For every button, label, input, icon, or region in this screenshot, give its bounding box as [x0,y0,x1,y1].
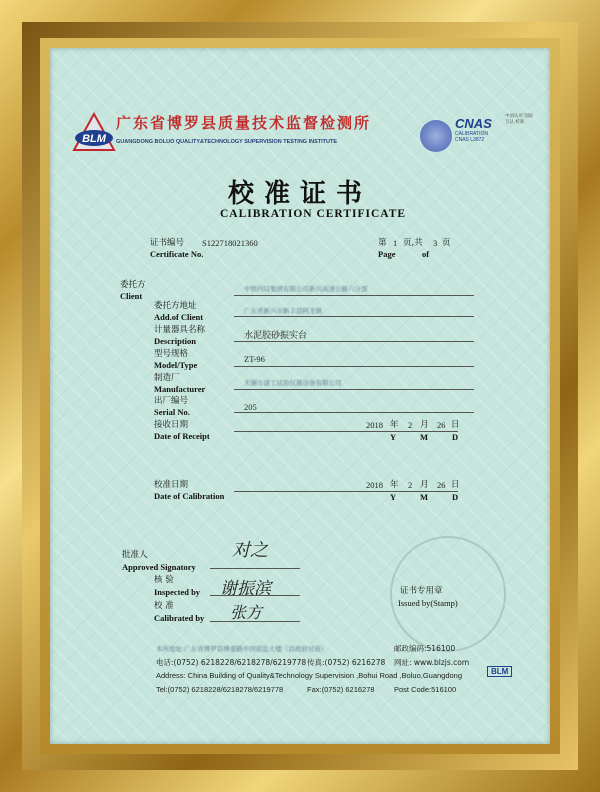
calibration-month: 2 [408,480,413,490]
approved-underline [210,568,300,569]
description-underline [234,341,474,342]
calibration-day-zh: 日 [451,480,460,490]
client-value: 中铁四局集团有限公司新兴高速公路六分部 [244,285,368,293]
inspected-signature: 谢振滨 [220,579,271,599]
receipt-day: 26 [437,420,446,430]
footer-tel-en: Tel:(0752) 6218228/6218278/6219778 [156,685,284,694]
calibration-label-zh: 校准日期 [154,480,189,490]
description-label-zh: 计量器具名称 [154,325,206,335]
cnas-no: CNAS L3872 [455,137,485,143]
calibration-m-en: M [420,492,429,502]
serial-value: 205 [244,402,257,412]
calibrated-label-zh: 校 准 [154,601,174,611]
calibrated-label-en: Calibrated by [154,613,205,623]
description-label-en: Description [154,336,197,346]
model-value: ZT-96 [244,354,265,364]
inspected-label-en: Inspected by [154,587,201,597]
footer-address-zh: 本所地址:广东省博罗县博嘉路中国质监大楼（县政府对面） [156,645,328,653]
calibration-label-en: Date of Calibration [154,491,225,501]
cnas-zh: 中国认可 国际互认 校准 [505,114,534,125]
calibration-year: 2018 [366,480,383,490]
calibration-year-zh: 年 [390,480,399,490]
manufacturer-label-zh: 制造厂 [154,373,180,383]
receipt-m-en: M [420,432,429,442]
certificate-title-en: CALIBRATION CERTIFICATE [220,208,407,220]
calibration-d-en: D [452,492,459,502]
approved-label-zh: 批准人 [122,550,148,560]
client-underline [234,295,474,296]
certificate-title-zh: 校准证书 [228,179,373,209]
manufacturer-underline [234,389,474,390]
receipt-label-en: Date of Receipt [154,431,210,441]
cnas-sub: CALIBRATION [455,131,488,137]
page-num: 1 [393,238,398,248]
receipt-year: 2018 [366,420,383,430]
serial-underline [234,412,474,413]
institute-name-zh: 广东省博罗县质量技术监督检测所 [116,114,372,132]
logo-text: BLM [82,133,106,145]
calibration-month-zh: 月 [420,480,429,490]
receipt-day-zh: 日 [451,420,460,430]
address-label-zh: 委托方地址 [154,301,197,311]
footer-badge: BLM [487,666,512,677]
inspected-label-zh: 核 验 [154,575,174,585]
of-en: of [422,249,430,259]
address-underline [234,316,474,317]
receipt-label-zh: 接收日期 [154,420,189,430]
manufacturer-value: 无锡市建工试验仪器设备有限公司 [244,379,342,387]
footer-fax-en: Fax:(0752) 6216278 [307,685,375,694]
page-suffix: 页 [442,238,451,248]
client-label-en: Client [120,291,143,301]
footer-postcode-en: Post Code:516100 [394,685,457,694]
description-value: 水泥胶砂振实台 [244,331,308,341]
receipt-month-zh: 月 [420,420,429,430]
page-en: Page [378,249,396,259]
cnas-logo [455,116,492,143]
approved-label-en: Approved Signatory [122,562,196,572]
ilac-mra-icon [420,120,452,152]
footer-address-en: Address: China Building of Quality&Technology Supervision ,Bohui Road ,Boluo,Guangdong [156,671,463,680]
receipt-y-en: Y [390,432,397,442]
footer-web-zh: 网址: www.blzjs.com [394,658,470,667]
certificate-paper [50,48,550,744]
receipt-month: 2 [408,420,413,430]
model-underline [234,366,474,367]
calibrated-signature: 张方 [230,603,263,622]
inspected-underline [210,595,300,596]
address-label-en: Add.of Client [154,312,204,322]
receipt-year-zh: 年 [390,420,399,430]
footer-tel-zh: 电话:(0752) 6218228/6218278/6219778 [156,658,307,667]
blm-logo-icon [72,112,116,152]
client-label-zh: 委托方 [120,280,146,290]
calibrated-underline [210,621,300,622]
page-total: 3 [433,238,438,248]
footer-fax-zh: 传真:(0752) 6216278 [307,658,386,667]
stamp-label-en: Issued by(Stamp) [398,598,458,608]
model-label-zh: 型号规格 [154,349,189,359]
page-prefix: 第 [378,238,387,248]
calibration-day: 26 [437,480,446,490]
address-value: 广东省新兴市新丰县阿龙镇 [244,307,322,315]
serial-label-en: Serial No. [154,407,190,417]
cert-no-value: S122718021360 [202,238,258,248]
calibration-y-en: Y [390,492,397,502]
page-mid: 页,共 [403,238,423,248]
manufacturer-label-en: Manufacturer [154,384,206,394]
serial-label-zh: 出厂编号 [154,396,189,406]
stamp-label-zh: 证书专用章 [400,586,443,596]
receipt-d-en: D [452,432,459,442]
cert-no-label-zh: 证书编号 [150,238,185,248]
institute-name-en: GUANGDONG BOLUO QUALITY&TECHNOLOGY SUPERVISION TESTING INSTITUTE [116,139,338,145]
cnas-text: CNAS [455,116,492,131]
footer-postcode-zh: 邮政编码:516100 [394,644,456,653]
model-label-en: Model/Type [154,360,198,370]
approved-signature: 对之 [232,540,268,561]
cert-no-label-en: Certificate No. [150,249,204,259]
